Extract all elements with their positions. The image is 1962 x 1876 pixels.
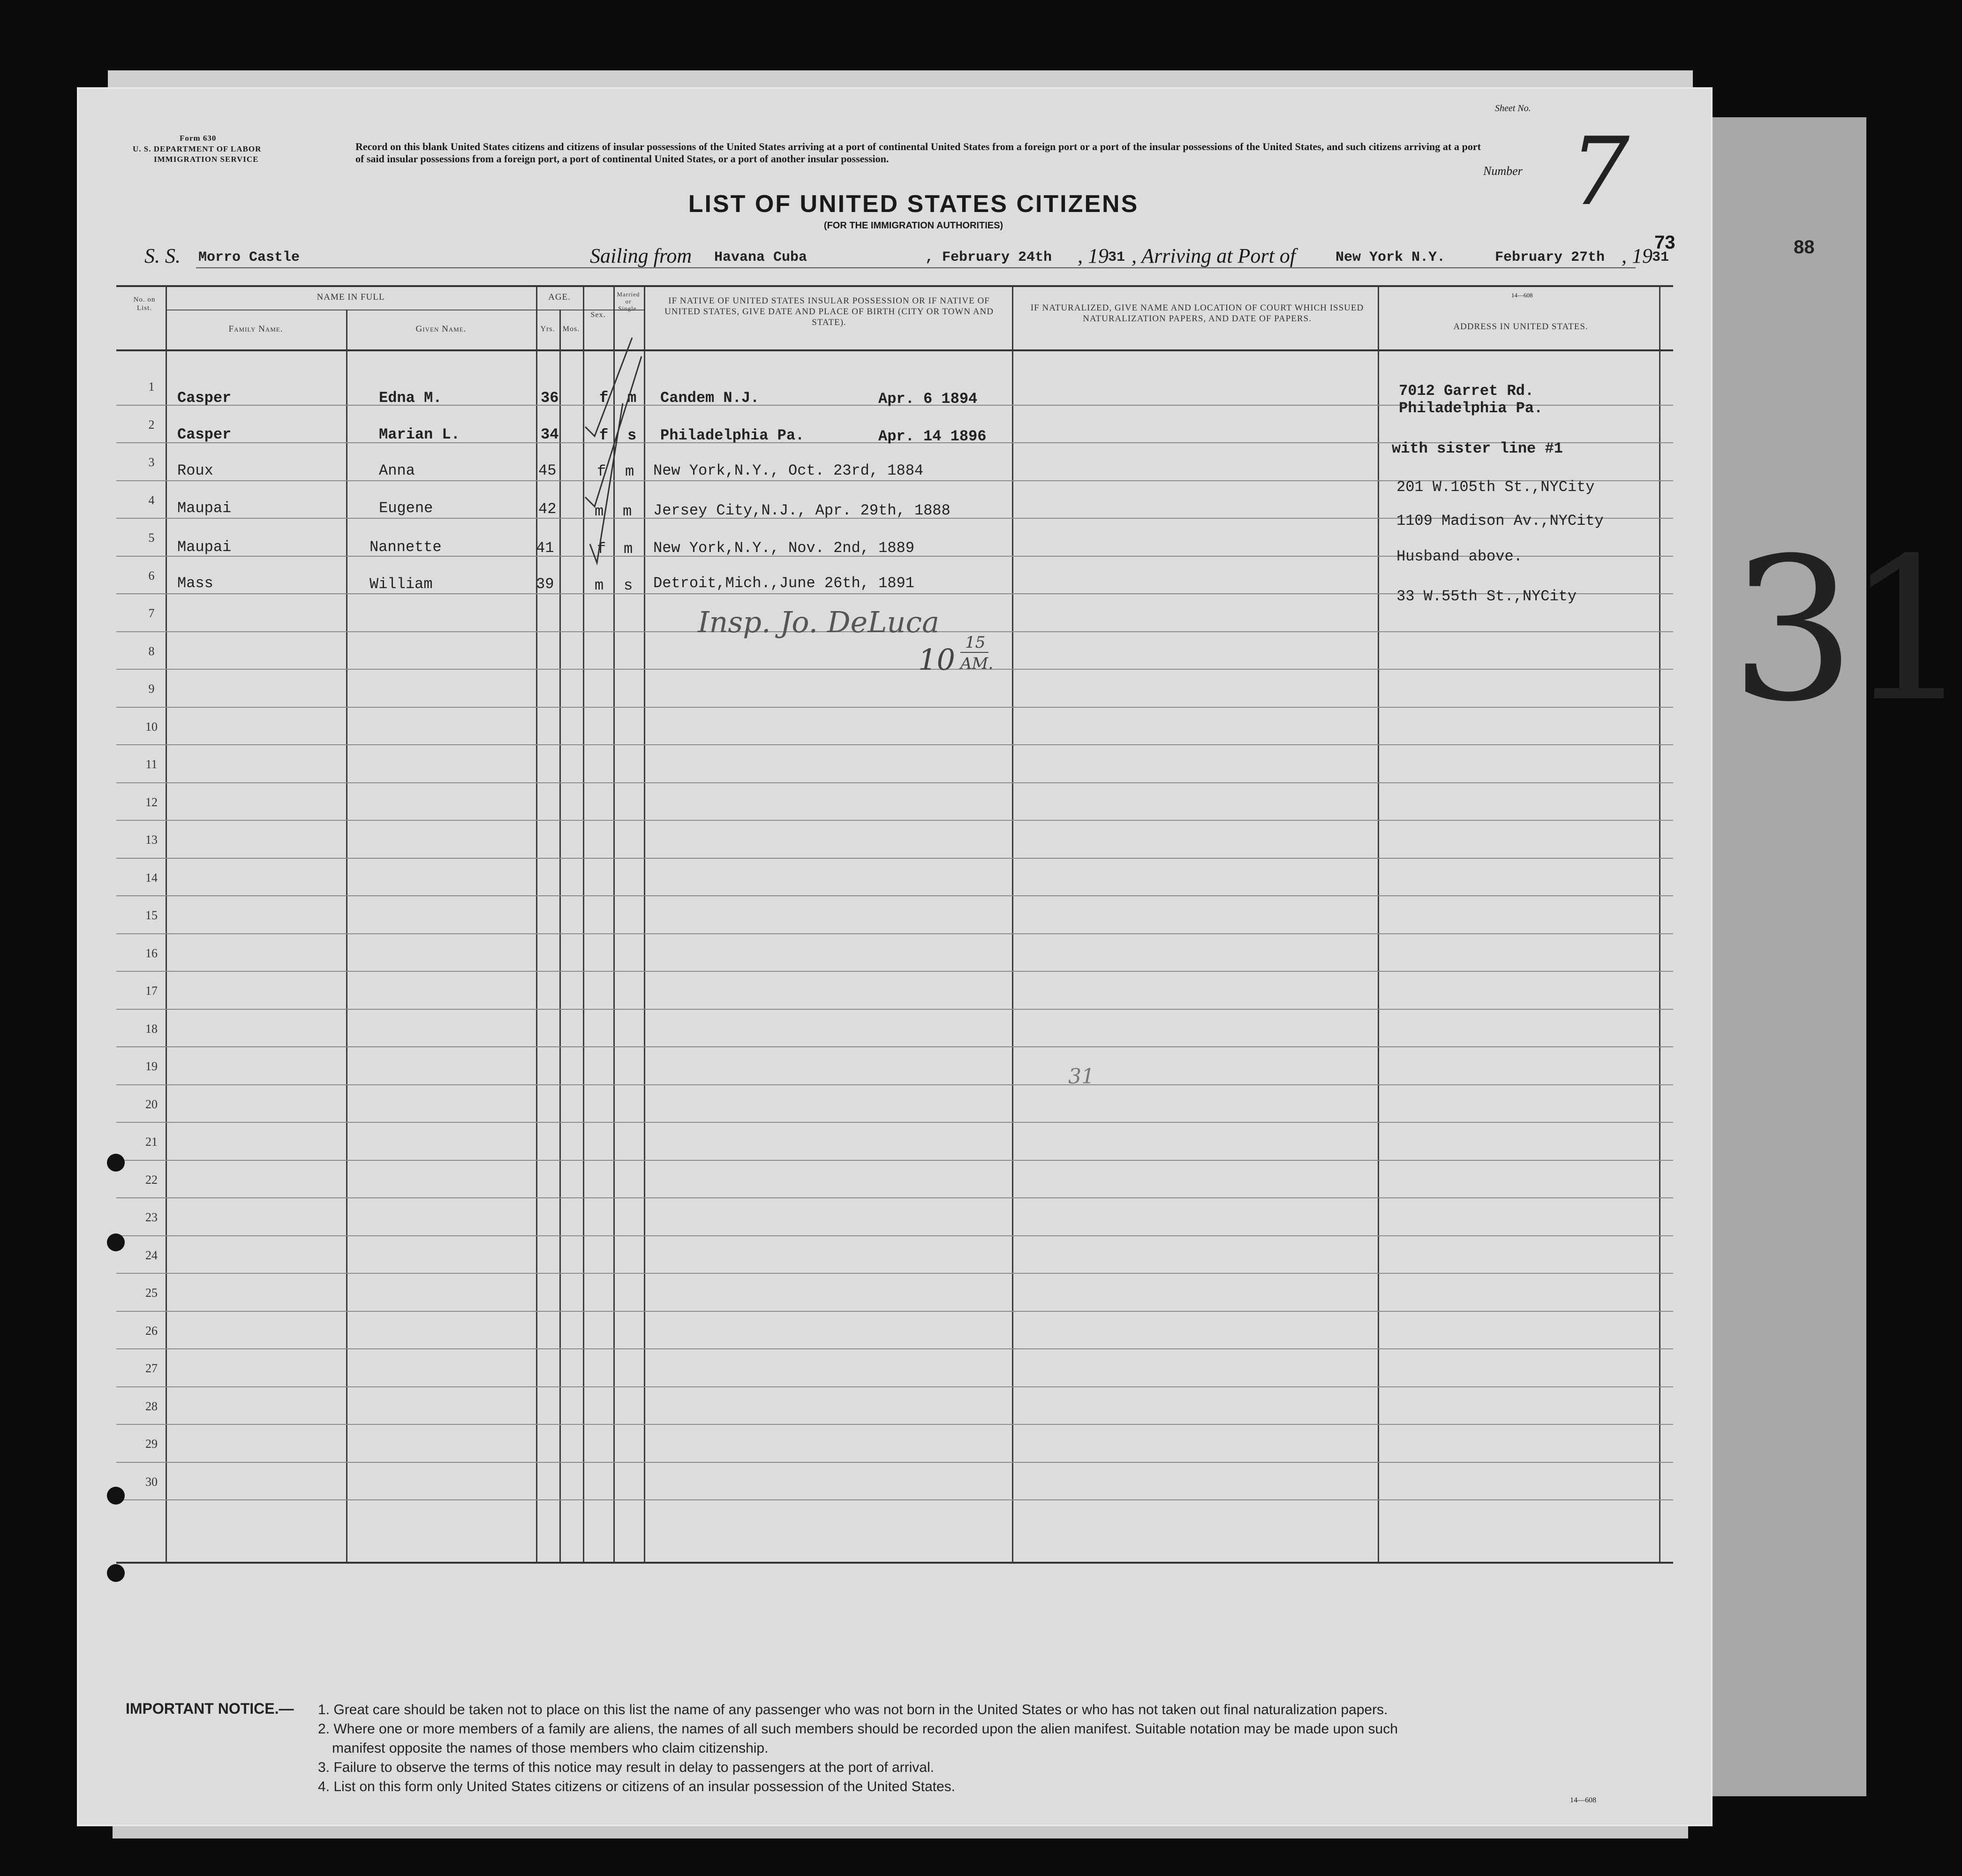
birth-place: Detroit,Mich.,June 26th, 1891	[653, 575, 914, 592]
sex: f	[599, 427, 609, 444]
notice-list	[318, 1700, 1398, 1796]
age-years: 34	[541, 426, 559, 443]
family-name: Casper	[177, 426, 232, 443]
voyage-underline	[196, 267, 1636, 268]
inspection-time-suffix: AM.	[960, 654, 994, 673]
binder-hole	[107, 1487, 125, 1505]
row-number: 26	[145, 1324, 158, 1338]
row-rule	[116, 669, 1673, 670]
sex: f	[599, 389, 609, 407]
binder-hole	[107, 1233, 125, 1251]
age-years: 39	[536, 575, 554, 593]
notice-item: 1. Great care should be taken not to place on this list the name of any passenger who was not born in the United States or who has not taken out final naturalization papers.	[318, 1702, 1388, 1717]
arrival-year: 31	[1652, 250, 1669, 265]
row-number: 7	[148, 606, 155, 620]
instructions: Record on this blank United States citizens and citizens of insular possessions of the United States arriving at a port of continental United States from a foreign port or a port of the insular possessions of the United States, and such citizens arriving at a port of said insular possessions from a foreign port, a port of continental United States, or a port of another insular possession.	[355, 141, 1481, 165]
notice-item: manifest opposite the names of those members who claim citizenship.	[332, 1740, 769, 1756]
row-number: 24	[145, 1248, 158, 1262]
row-rule	[116, 744, 1673, 745]
header-address: ADDRESS IN UNITED STATES.	[1453, 322, 1588, 332]
header-bottom-border	[116, 349, 1673, 351]
number-value: 7	[1570, 117, 1630, 227]
marital-status: m	[624, 540, 633, 558]
binder-hole	[107, 1564, 125, 1582]
arrival-date: February 27th	[1495, 250, 1605, 265]
given-name: Eugene	[379, 499, 433, 517]
side-number: 88	[1794, 237, 1815, 257]
binder-hole	[107, 1154, 125, 1172]
row-number: 16	[145, 946, 158, 960]
row-number: 3	[148, 455, 155, 469]
header-no: No. on List.	[133, 296, 156, 312]
address: 7012 Garret Rd.	[1399, 382, 1534, 400]
row-rule	[116, 1084, 1673, 1085]
ss-label: S. S.	[144, 244, 181, 267]
header-sex: Sex.	[590, 311, 606, 319]
col-border-no	[166, 285, 167, 1563]
marital-status: m	[625, 463, 634, 480]
row-rule	[116, 820, 1673, 821]
marital-status: s	[624, 577, 633, 594]
row-number: 12	[145, 795, 158, 809]
birth-place: Philadelphia Pa.	[660, 427, 805, 444]
address: 33 W.55th St.,NYCity	[1396, 588, 1577, 605]
inspection-time-hour: 10	[918, 643, 955, 677]
age-years: 42	[538, 500, 557, 518]
back-sheet-right	[1698, 117, 1866, 1796]
row-rule	[116, 1009, 1673, 1010]
row-number: 22	[145, 1172, 158, 1187]
birth-place: New York,N.Y., Nov. 2nd, 1889	[653, 539, 914, 557]
header-name-in-full: NAME IN FULL	[317, 292, 385, 302]
row-number: 13	[145, 833, 158, 847]
row-rule	[116, 1160, 1673, 1161]
form-number: Form 630	[180, 134, 217, 143]
row-number: 19	[145, 1059, 158, 1073]
sex: f	[597, 540, 606, 558]
year-prefix: , 19	[1078, 244, 1109, 267]
time-fraction-bar	[960, 652, 989, 653]
row-rule	[116, 1273, 1673, 1274]
given-name: Marian L.	[379, 426, 460, 443]
col-border-address	[1659, 285, 1660, 1563]
header-birth: IF NATIVE OF UNITED STATES INSULAR POSSESSION OR IF NATIVE OF UNITED STATES, GIVE DATE AND PLACE OF BIRTH (CITY OR TOWN AND STATE).	[664, 296, 994, 327]
sail-year: 31	[1108, 250, 1125, 265]
header-family-name: Family Name.	[228, 324, 283, 334]
row-rule	[116, 1348, 1673, 1349]
arriving-label: , Arriving at Port of	[1132, 244, 1296, 267]
ship-name: Morro Castle	[198, 250, 300, 265]
row-number: 27	[145, 1362, 158, 1375]
notice-item: 2. Where one or more members of a family are aliens, the names of all such members should be recorded upon the alien manifest. Suitable notation may be made upon such	[318, 1721, 1398, 1737]
sail-date: , February 24th	[925, 250, 1052, 265]
sailing-from: Havana Cuba	[714, 250, 807, 265]
birth-date: Apr. 6 1894	[878, 390, 978, 408]
row-number: 6	[148, 568, 155, 582]
sex: m	[595, 577, 604, 594]
service: IMMIGRATION SERVICE	[154, 155, 259, 164]
row-rule	[116, 1197, 1673, 1198]
row-number: 28	[145, 1399, 158, 1413]
address: 201 W.105th St.,NYCity	[1396, 478, 1595, 496]
row-rule	[116, 1462, 1673, 1463]
header-naturalized: IF NATURALIZED, GIVE NAME AND LOCATION OF COURT WHICH ISSUED NATURALIZATION PAPERS, AND DATE OF PAPERS.	[1030, 303, 1364, 324]
row-number: 14	[145, 870, 158, 885]
header-mos: Mos.	[562, 325, 580, 333]
row-number: 15	[145, 908, 158, 922]
row-number: 30	[145, 1475, 158, 1489]
side-mark: 31	[1730, 516, 1962, 745]
notice-heading: IMPORTANT NOTICE.—	[126, 1700, 294, 1717]
address-line-2: Philadelphia Pa.	[1399, 400, 1543, 417]
check-marks	[576, 281, 651, 600]
row-rule	[116, 1499, 1673, 1500]
age-years: 41	[536, 539, 554, 557]
row-number: 23	[145, 1210, 158, 1224]
arrival-port: New York N.Y.	[1336, 250, 1446, 265]
col-border-given	[536, 285, 537, 1563]
header-given-name: Given Name.	[415, 324, 467, 334]
row-number: 2	[148, 417, 155, 431]
notice-item: 4. List on this form only United States citizens or citizens of an insular possession of the United States.	[318, 1779, 956, 1794]
family-name: Roux	[177, 462, 213, 479]
row-number: 25	[145, 1286, 158, 1300]
sheet-no-label: Sheet No.	[1495, 103, 1531, 113]
row-rule	[116, 1122, 1673, 1123]
col-border-yrs	[559, 310, 561, 1563]
row-number: 8	[148, 644, 155, 658]
birth-place: Candem N.J.	[660, 389, 760, 407]
family-name: Maupai	[177, 499, 232, 517]
address: 1109 Madison Av.,NYCity	[1396, 512, 1604, 530]
row-rule	[116, 933, 1673, 934]
row-number: 1	[148, 380, 155, 393]
sex: m	[595, 503, 604, 520]
row-rule	[116, 1046, 1673, 1047]
given-name: Edna M.	[379, 389, 442, 407]
row-rule	[116, 1386, 1673, 1387]
row-number: 10	[145, 719, 158, 734]
row-rule	[116, 1235, 1673, 1236]
manifest-sheet	[79, 89, 1711, 1824]
row-number: 20	[145, 1097, 158, 1111]
birth-date: Apr. 14 1896	[878, 428, 987, 445]
row-number: 17	[145, 984, 158, 998]
row-rule	[116, 707, 1673, 708]
col-border-family	[346, 310, 347, 1563]
inspection-time-minutes: 15	[965, 633, 986, 652]
number-label: Number	[1483, 164, 1523, 178]
birth-place: New York,N.Y., Oct. 23rd, 1884	[653, 462, 924, 479]
header-age: AGE.	[548, 292, 571, 302]
arrive-year-prefix: , 19	[1622, 244, 1653, 267]
printer-code: 14—608	[1511, 292, 1533, 299]
row-rule	[116, 971, 1673, 972]
table-bottom-border	[116, 1562, 1673, 1564]
family-name: Casper	[177, 389, 232, 407]
row-number: 9	[148, 682, 155, 696]
notice-item: 3. Failure to observe the terms of this notice may result in delay to passengers at the port of arrival.	[318, 1760, 934, 1775]
inspector-signature: Insp. Jo. DeLuca	[698, 605, 940, 639]
row-rule	[116, 858, 1673, 859]
given-name: Nannette	[370, 538, 442, 556]
row-number: 29	[145, 1437, 158, 1451]
given-name: William	[370, 575, 433, 593]
address: Husband above.	[1396, 548, 1523, 565]
age-years: 45	[538, 462, 557, 479]
page-title: LIST OF UNITED STATES CITIZENS	[688, 190, 1139, 218]
family-name: Mass	[177, 575, 213, 592]
col-border-birth	[1012, 285, 1013, 1563]
row-number: 11	[145, 757, 158, 771]
col-border-naturalized	[1378, 285, 1379, 1563]
page-subtitle: (FOR THE IMMIGRATION AUTHORITIES)	[823, 220, 1004, 231]
row-number: 4	[148, 493, 155, 507]
row-number: 21	[145, 1135, 158, 1149]
marital-status: s	[627, 427, 637, 444]
family-name: Maupai	[177, 538, 232, 556]
row-rule	[116, 782, 1673, 783]
marital-status: m	[627, 389, 637, 407]
birth-place: Jersey City,N.J., Apr. 29th, 1888	[653, 502, 951, 519]
department: U. S. DEPARTMENT OF LABOR	[133, 144, 262, 153]
row-number: 5	[148, 531, 155, 545]
header-yrs: Yrs.	[540, 325, 555, 333]
header-married: Married or Single.	[617, 291, 640, 312]
footer-code: 14—608	[1570, 1796, 1596, 1804]
age-years: 36	[541, 389, 559, 407]
pencil-mark: 31	[1068, 1065, 1094, 1089]
row-number: 18	[145, 1021, 158, 1036]
row-rule	[116, 1311, 1673, 1312]
address: with sister line #1	[1392, 440, 1563, 457]
sex: f	[597, 463, 606, 480]
page-number: 73	[1654, 232, 1675, 253]
table-top-border	[116, 285, 1673, 287]
sailing-label: Sailing from	[590, 244, 692, 267]
row-rule	[116, 895, 1673, 896]
marital-status: m	[623, 503, 632, 520]
given-name: Anna	[379, 462, 415, 479]
row-rule	[116, 1424, 1673, 1425]
